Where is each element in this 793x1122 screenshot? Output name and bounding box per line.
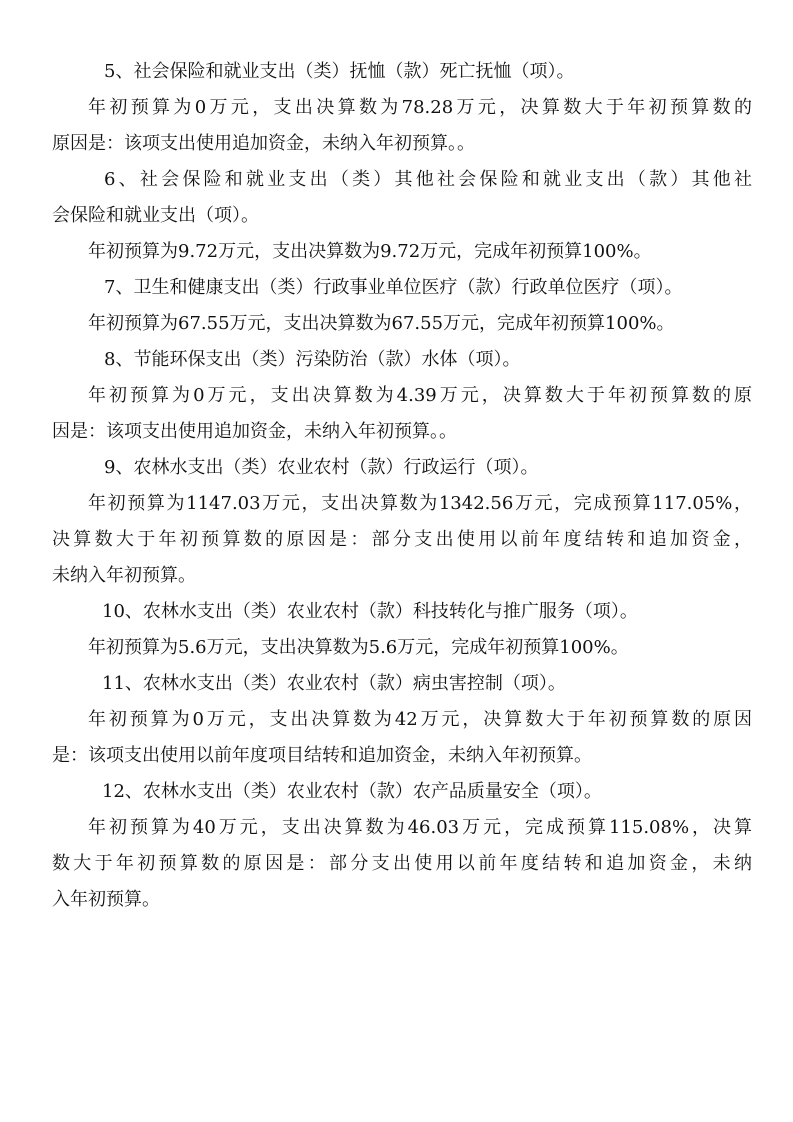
item-12-body-line-3: 入年初预算。 <box>52 889 160 910</box>
item-8-body-line-1: 年初预算为0万元，支出决算数为4.39万元，决算数大于年初预算数的原 <box>88 385 752 406</box>
item-11-body-line-2: 是：该项支出使用以前年度项目结转和追加资金，未纳入年初预算。 <box>52 745 592 766</box>
item-6-heading-line-2: 会保险和就业支出（项）。 <box>52 205 259 226</box>
item-11-heading: 11、农林水支出（类）农业农村（款）病虫害控制（项）。 <box>102 673 566 694</box>
item-9-body-line-1: 年初预算为1147.03万元，支出决算数为1342.56万元，完成预算117.05%， <box>88 493 752 514</box>
item-8-body-line-2: 因是：该项支出使用追加资金，未纳入年初预算。。 <box>52 421 457 442</box>
item-7-heading: 7、卫生和健康支出（类）行政事业单位医疗（款）行政单位医疗（项）。 <box>104 277 683 298</box>
item-5-heading: 5、社会保险和就业支出（类）抚恤（款）死亡抚恤（项）。 <box>104 61 575 82</box>
item-5-body-line-2: 原因是：该项支出使用追加资金，未纳入年初预算。。 <box>52 133 475 154</box>
item-10-heading: 10、农林水支出（类）农业农村（款）科技转化与推广服务（项）。 <box>102 601 638 622</box>
document-page <box>52 54 752 918</box>
item-6-heading-line-1: 6、社会保险和就业支出（类）其他社会保险和就业支出（款）其他社 <box>104 169 752 190</box>
item-12-body-line-2: 数大于年初预算数的原因是：部分支出使用以前年度结转和追加资金，未纳 <box>52 853 752 874</box>
item-8-heading: 8、节能环保支出（类）污染防治（款）水体（项）。 <box>104 349 521 370</box>
item-12-body-line-1: 年初预算为40万元，支出决算数为46.03万元，完成预算115.08%，决算 <box>88 817 752 838</box>
item-9-body-line-2: 决算数大于年初预算数的原因是：部分支出使用以前年度结转和追加资金， <box>52 529 752 550</box>
item-11-body-line-1: 年初预算为0万元，支出决算数为42万元，决算数大于年初预算数的原因 <box>88 709 752 730</box>
item-9-heading: 9、农林水支出（类）农业农村（款）行政运行（项）。 <box>104 457 539 478</box>
item-6-body-line-1: 年初预算为9.72万元，支出决算数为9.72万元，完成年初预算100%。 <box>88 241 652 262</box>
item-9-body-line-3: 未纳入年初预算。 <box>52 565 196 586</box>
item-7-body-line-1: 年初预算为67.55万元，支出决算数为67.55万元，完成年初预算100%。 <box>88 313 675 334</box>
item-10-body-line-1: 年初预算为5.6万元，支出决算数为5.6万元，完成年初预算100%。 <box>88 637 629 658</box>
item-5-body-line-1: 年初预算为0万元，支出决算数为78.28万元，决算数大于年初预算数的 <box>88 97 752 118</box>
item-12-heading: 12、农林水支出（类）农业农村（款）农产品质量安全（项）。 <box>102 781 602 802</box>
